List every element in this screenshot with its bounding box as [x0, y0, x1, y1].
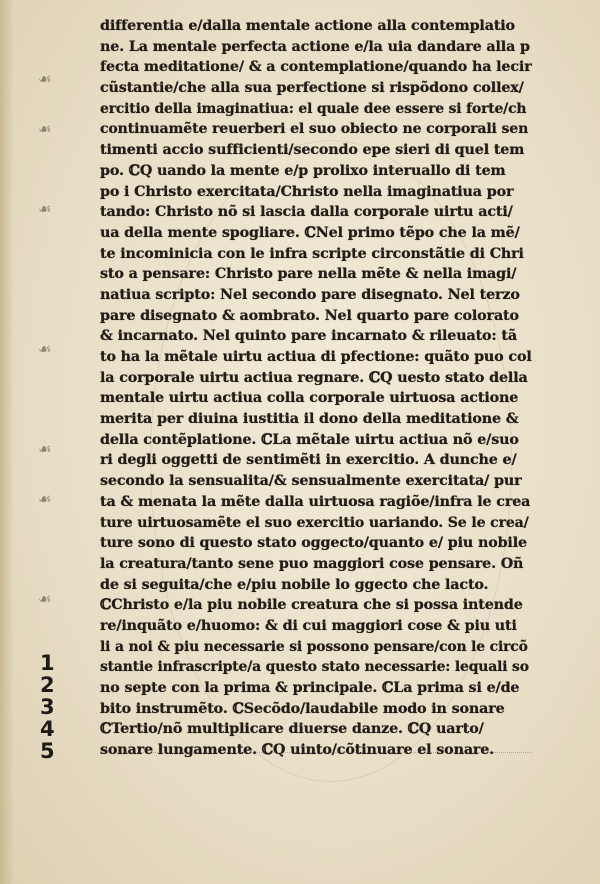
folio-mark: 2 [40, 673, 55, 697]
text-line: sonare lungamente. ℂQ uinto/cõtinuare el sonare. [100, 742, 495, 759]
text-line: stantie infrascripte/a questo stato necessarie: lequali so [100, 659, 529, 676]
text-line: to ha la mẽtale uirtu actiua di pfectione: quãto puo col [100, 349, 532, 365]
text-line: ture uirtuosamẽte el suo exercitio uariando. Se le crea/ [100, 514, 529, 531]
margin-mark: ☙ [38, 590, 52, 608]
text-line: mentale uirtu actiua colla corporale uirtuosa actione [100, 390, 519, 407]
text-line: ne. La mentale perfecta actione e/la uia dandare alla p [100, 38, 530, 55]
text-line: ℂChristo e/la piu nobile creatura che si possa intende [100, 597, 523, 614]
text-line: cũstantie/che alla sua perfectione si rispõdono collex/ [100, 80, 524, 97]
margin-mark: ☙ [38, 120, 52, 138]
text-line: no septe con la prima & principale. ℂLa prima si e/de [100, 680, 520, 696]
margin-mark: ☙ [38, 200, 52, 218]
text-line: tando: Christo nõ si lascia dalla corporale uirtu acti/ [100, 204, 513, 221]
text-line: la creatura/tanto sene puo maggiori cose pensare. Oñ [100, 555, 524, 572]
text-line: pare disegnato & aombrato. Nel quarto pare colorato [100, 307, 519, 324]
text-line: fecta meditatione/ & a contemplatione/quando ha lecir [100, 59, 532, 76]
text-block [100, 16, 532, 761]
text-line: ℂTertio/nõ multiplicare diuerse danze. ℂQ uarto/ [100, 721, 484, 738]
text-line: la corporale uirtu actiua regnare. ℂQ uesto stato della [100, 369, 528, 386]
text-line: della contẽplatione. ℂLa mẽtale uirtu actiua nõ e/suo [100, 431, 519, 448]
text-line: sto a pensare: Christo pare nella mẽte & nella imagi/ [100, 266, 517, 283]
text-line: li a noi & piu necessarie si possono pensare/con le circõ [100, 638, 528, 655]
folio-mark: 4 [40, 717, 55, 741]
text-line: ercitio della imaginatiua: el quale dee essere si forte/ch [100, 100, 527, 117]
folio-mark: 5 [40, 739, 55, 763]
margin-mark: ☙ [38, 340, 52, 358]
text-line: continuamẽte reuerberi el suo obiecto ne corporali sen [100, 121, 529, 138]
margin-mark: ☙ [38, 490, 52, 508]
text-line: po. ℂQ uando la mente e/p prolixo interuallo di tem [100, 162, 506, 179]
margin-mark: ☙ [38, 440, 52, 458]
folio-mark: 3 [40, 695, 55, 719]
text-line: de si seguita/che e/piu nobile lo ggecto che lacto. [100, 576, 489, 593]
text-line: differentia e/dalla mentale actione alla contemplatio [100, 18, 515, 34]
text-line: po i Christo exercitata/Christo nella imaginatiua por [100, 183, 514, 200]
bottom-rule [100, 752, 532, 763]
text-line: ua della mente spogliare. ℂNel primo tẽpo che la mẽ/ [100, 224, 520, 241]
text-line: ta & menata la mẽte dalla uirtuosa ragiõe/infra le crea [100, 493, 531, 510]
text-line: natiua scripto: Nel secondo pare disegnato. Nel terzo [100, 286, 520, 303]
margin-mark: ☙ [38, 70, 52, 88]
text-line: ture sono di questo stato oggecto/quanto e/ piu nobile [100, 535, 527, 552]
text-line: secondo la sensualita/& sensualmente exercitata/ pur [100, 473, 522, 490]
text-line: timenti accio sufficienti/secondo epe sieri di quel tem [100, 142, 525, 159]
text-line: merita per diuina iustitia il dono della meditatione & [100, 411, 519, 428]
text-line: ri degli oggetti de sentimẽti in exercitio. A dunche e/ [100, 452, 517, 469]
text-line: te incominicia con le infra scripte circonstãtie di Chri [100, 245, 524, 262]
folio-numerals [40, 652, 68, 762]
text-line: & incarnato. Nel quinto pare incarnato & rileuato: tã [100, 328, 517, 345]
text-line: re/inquãto e/huomo: & di cui maggiori cose & piu uti [100, 617, 517, 634]
binding-shadow [0, 0, 14, 884]
folio-mark: 1 [40, 651, 55, 675]
text-line: bito instrumẽto. ℂSecõdo/laudabile modo in sonare [100, 700, 505, 717]
